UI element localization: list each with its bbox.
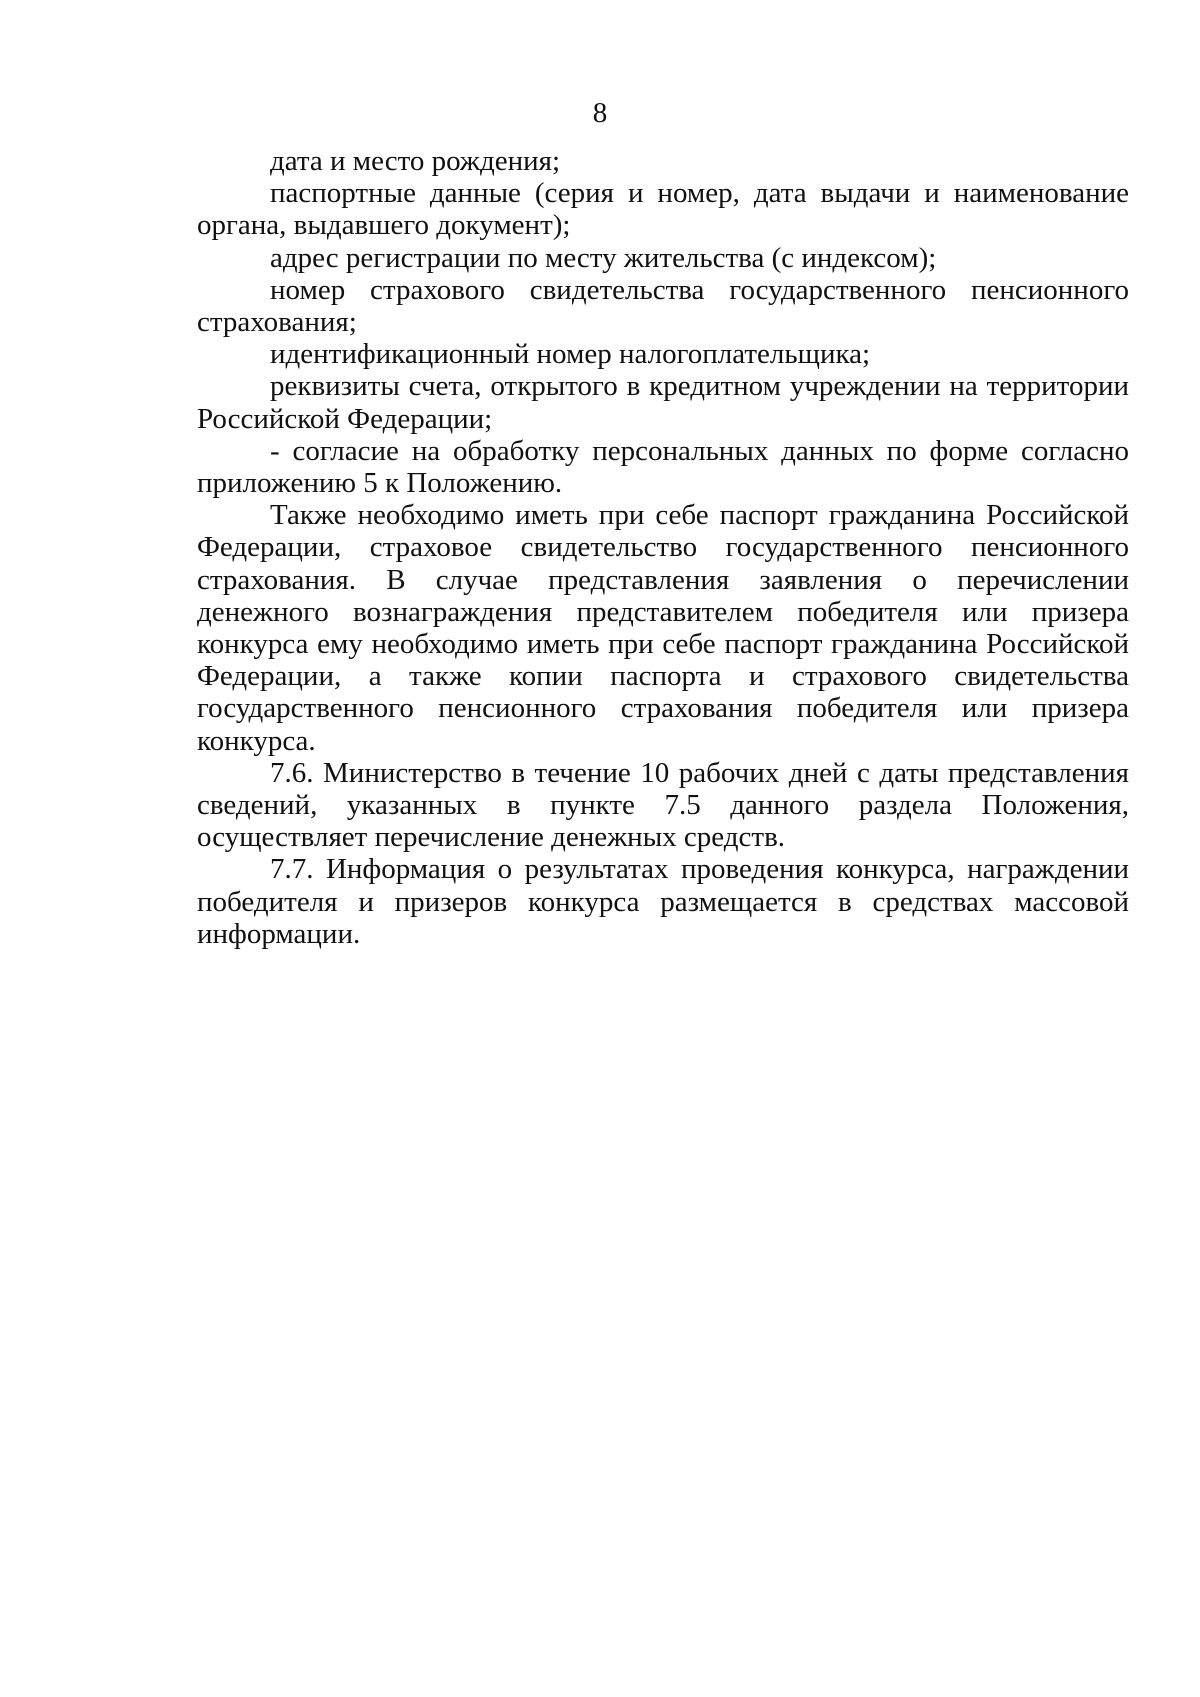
document-body xyxy=(197,145,1129,950)
paragraph-required-documents: Также необходимо иметь при себе паспорт гражданина Российской Федерации, страховое свидетельство государственного пенсионного страхования. В случае представления заявления о перечислении денежного вознаграждения представителем победителя или призера конкурса ему необходимо иметь при себе паспорт гражданина Российской Федерации, а также копии паспорта и страхового свидетельства государственного пенсионного страхования победителя или призера конкурса. xyxy=(197,499,1129,757)
paragraph-passport-data: паспортные данные (серия и номер, дата выдачи и наименование органа, выдавшего документ); xyxy=(197,177,1129,242)
paragraph-consent: - согласие на обработку персональных данных по форме согласно приложению 5 к Положению. xyxy=(197,434,1129,500)
paragraph-taxpayer-number: идентификационный номер налогоплательщика; xyxy=(270,338,871,371)
paragraph-registration-address: адрес регистрации по месту жительства (с индексом); xyxy=(270,241,937,274)
paragraph-insurance-certificate: номер страхового свидетельства государственного пенсионного страхования; xyxy=(197,273,1129,339)
paragraph-birth-date-place: дата и место рождения; xyxy=(270,145,561,177)
paragraph-section-7-7: 7.7. Информация о результатах проведения конкурса, награждении победителя и призеров конкурса размещается в средствах массовой информации. xyxy=(197,853,1129,950)
page-number: 8 xyxy=(592,97,608,129)
paragraph-section-7-6: 7.6. Министерство в течение 10 рабочих дней с даты представления сведений, указанных в пункте 7.5 данного раздела Положения, осуществляет перечисление денежных средств. xyxy=(197,756,1129,854)
paragraph-bank-account: реквизиты счета, открытого в кредитном учреждении на территории Российской Федерации; xyxy=(197,370,1129,435)
